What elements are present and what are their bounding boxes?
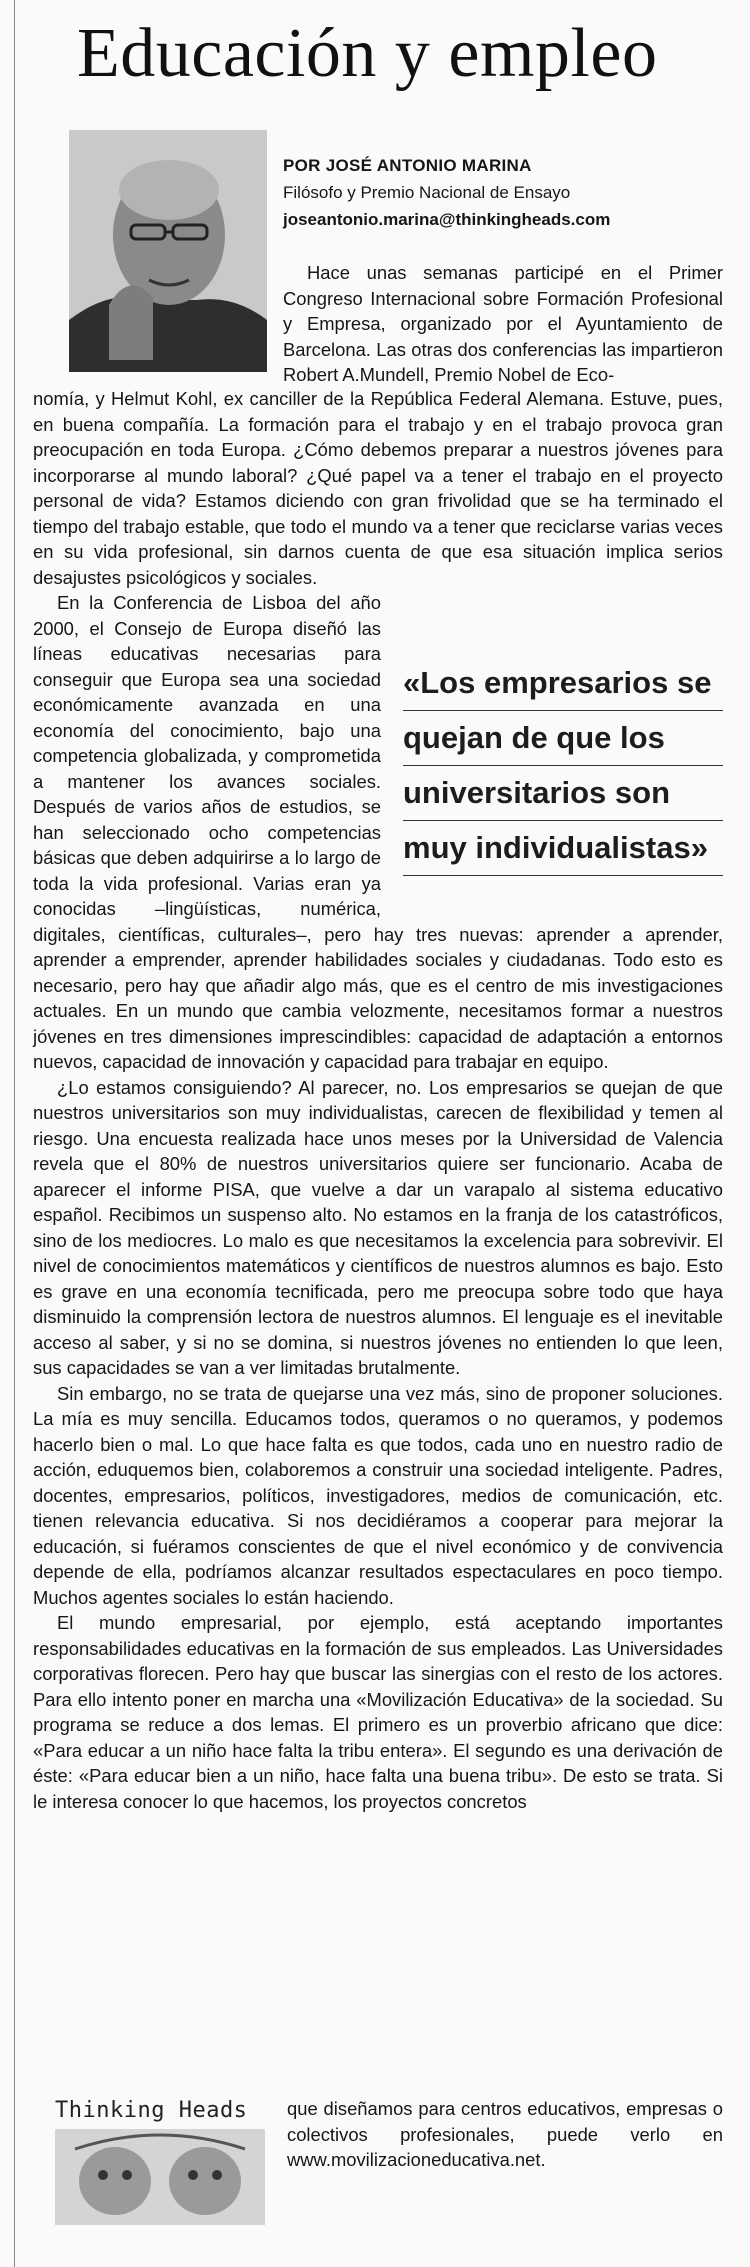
author-name: POR JOSÉ ANTONIO MARINA bbox=[283, 156, 532, 175]
byline bbox=[283, 152, 610, 233]
paragraph-2: En la Conferencia de Lisboa del año 2000, el Consejo de Europa diseñó las líneas educativas necesarias para conseguir que Europa sea una sociedad económicamente avanzada en una economía del conocimiento, bajo una competencia globalizada, y comprometida a mantener los avances sociales. Después de varios años de estudios, se han seleccionado ocho competencias básicas que deben adquirirse a lo largo de toda la vida profesional. Varias eran ya conocidas –lingüísticas, numérica, digitales, científicas, culturales–, pero hay tres nuevas: aprender a aprender, aprender a emprender, aprender habilidades sociales y ciudadanas. Todo esto es necesario, pero hay que añadir algo más, que es el centro de mis investigaciones actuales. En un mundo que cambia velozmente, necesitamos formar a nuestros jóvenes en tres dimensiones imprescindibles: capacidad de adaptación a entornos nuevos, capacidad de innovación y capacidad para trabajar en equipo. bbox=[33, 592, 723, 1072]
author-photo bbox=[69, 130, 267, 372]
article-body bbox=[33, 386, 723, 1814]
pull-quote bbox=[403, 656, 723, 876]
pull-quote-line: muy individualistas» bbox=[403, 821, 723, 876]
author-email[interactable]: joseantonio.marina@thinkingheads.com bbox=[283, 210, 611, 229]
intro-paragraph: Hace unas semanas participé en el Primer Congreso Internacional sobre Formación Profesional y Empresa, organizado por el Ayuntamiento de Barcelona. Las otras dos conferencias las impartieron Robert A.Mundell, Premio Nobel de Eco- bbox=[283, 262, 723, 385]
paragraph-5: El mundo empresarial, por ejemplo, está aceptando importantes responsabilidades educativas en la formación de sus empleados. Las Universidades corporativas florecen. Pero hay que buscar las sinergias con el resto de los actores. Para ello intento poner en marcha una «Movilización Educativa» de la sociedad. Su programa se reduce a dos lemas. El primero es un proverbio africano que dice: «Para educar a un niño hace falta la tribu entera». El segundo es una derivación de éste: «Para educar bien a un niño, hace falta una buena tribu». De esto se trata. Si le interesa conocer lo que hacemos, los proyectos concretos bbox=[33, 1612, 723, 1812]
thinking-heads-logo bbox=[55, 2098, 265, 2228]
author-role: Filósofo y Premio Nacional de Ensayo bbox=[283, 183, 571, 202]
logo-text: Thinking Heads bbox=[55, 2098, 248, 2123]
paragraph-1: nomía, y Helmut Kohl, ex canciller de la República Federal Alemana. Estuve, pues, en buena compañía. La formación para el trabajo y en el trabajo provoca gran preocupación en toda Europa. ¿Cómo debemos preparar a nuestros jóvenes para incorporarse al mundo laboral? ¿Qué papel va a tener el trabajo en el proyecto personal de vida? Estamos diciendo con gran frivolidad que se ha terminado el tiempo del trabajo estable, que todo el mundo va a tener que reciclarse varias veces en su vida profesional, sin darnos cuenta de que esa situación implica serios desajustes psicológicos y sociales. bbox=[33, 388, 723, 588]
intro-column bbox=[283, 260, 723, 388]
article-title: Educación y empleo bbox=[77, 15, 658, 92]
newspaper-page bbox=[14, 0, 727, 2267]
pull-quote-line: «Los empresarios se bbox=[403, 656, 723, 711]
pull-quote-line: universitarios son bbox=[403, 766, 723, 821]
logo-image bbox=[55, 2129, 265, 2225]
closing-column bbox=[287, 2096, 723, 2173]
pull-quote-line: quejan de que los bbox=[403, 711, 723, 766]
paragraph-3: ¿Lo estamos consiguiendo? Al parecer, no. Los empresarios se quejan de que nuestros universitarios son muy individualistas, carecen de flexibilidad y temen al riesgo. Una encuesta realizada hace unos meses por la Universidad de Valencia revela que el 80% de nuestros universitarios quiere ser funcionario. Acaba de aparecer el informe PISA, que vuelve a dar un varapalo al sistema educativo español. Recibimos un suspenso alto. No estamos en la franja de los catastróficos, sino de los mediocres. Lo malo es que necesitamos la excelencia para sobrevivir. El nivel de conocimientos matemáticos y científicos de nuestros alumnos es bajo. Esto es grave en una economía tecnificada, pero me preocupa sobre todo que haya disminuido la comprensión lectora de nuestros alumnos. El lenguaje es el inevitable acceso al saber, y si no se domina, si nuestros jóvenes no entienden lo que leen, sus capacidades se van a ver limitadas brutalmente. bbox=[33, 1076, 723, 1378]
paragraph-4: Sin embargo, no se trata de quejarse una vez más, sino de proponer soluciones. La mía es muy sencilla. Educamos todos, queramos o no queramos, y podemos hacerlo bien o mal. Lo que hace falta es que todos, cada uno en nuestro radio de acción, eduquemos bien, colaboremos a construir una sociedad inteligente. Padres, docentes, empresarios, políticos, investigadores, medios de comunicación, etc. tienen relevancia educativa. Si nos decidiéramos a cooperar para mejorar la educación, si fuéramos conscientes de que el nivel económico y de convivencia depende de ella, podríamos alcanzar resultados espectaculares en poco tiempo. Muchos agentes sociales lo están haciendo. bbox=[33, 1382, 723, 1608]
paragraph-5-end: que diseñamos para centros educativos, empresas o colectivos profesionales, puede verlo en www.movilizacioneducativa.net. bbox=[287, 2098, 723, 2170]
